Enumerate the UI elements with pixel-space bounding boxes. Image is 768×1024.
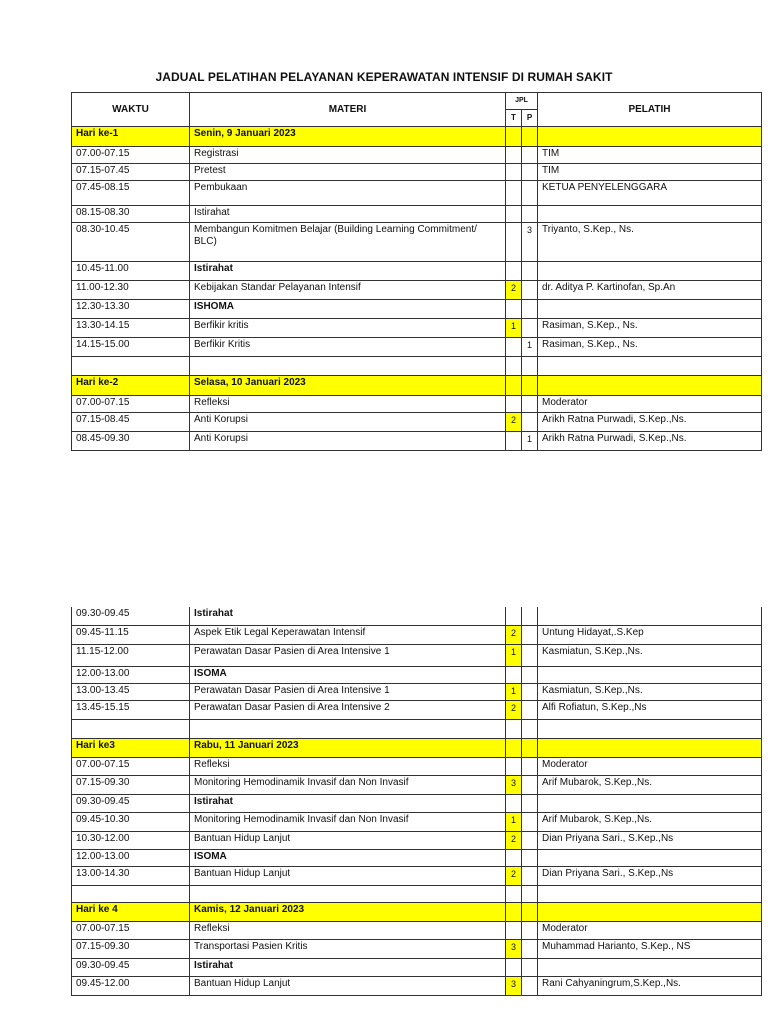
materi-cell: Anti Korupsi bbox=[190, 413, 506, 432]
pelatih-cell: Moderator bbox=[538, 757, 762, 775]
waktu-cell: 07.45-08.15 bbox=[72, 181, 190, 206]
waktu-cell: 08.30-10.45 bbox=[72, 223, 190, 262]
jpl-t-cell: 3 bbox=[506, 976, 522, 995]
pelatih-cell: Arikh Ratna Purwadi, S.Kep.,Ns. bbox=[538, 432, 762, 451]
day-label: Hari ke3 bbox=[72, 738, 190, 757]
pelatih-cell: Untung Hidayat,.S.Kep bbox=[538, 625, 762, 644]
table-row bbox=[72, 921, 762, 939]
jpl-t-cell bbox=[506, 666, 522, 683]
jpl-t-cell bbox=[506, 376, 522, 396]
materi-cell: Membangun Komitmen Belajar (Building Learning Commitment/ BLC) bbox=[190, 223, 506, 262]
pelatih-cell bbox=[538, 719, 762, 738]
day-header-row bbox=[72, 738, 762, 757]
table-row bbox=[72, 223, 762, 262]
jpl-t-cell: 3 bbox=[506, 939, 522, 958]
pelatih-cell bbox=[538, 206, 762, 223]
waktu-cell: 07.00-07.15 bbox=[72, 396, 190, 413]
table-row bbox=[72, 607, 762, 625]
jpl-t-cell bbox=[506, 432, 522, 451]
materi-cell: Refleksi bbox=[190, 757, 506, 775]
materi-cell: Bantuan Hidup Lanjut bbox=[190, 866, 506, 885]
waktu-cell: 14.15-15.00 bbox=[72, 338, 190, 357]
waktu-cell: 07.00-07.15 bbox=[72, 757, 190, 775]
table-row bbox=[72, 319, 762, 338]
day-date: Kamis, 12 Januari 2023 bbox=[190, 902, 506, 921]
waktu-cell: 07.00-07.15 bbox=[72, 147, 190, 164]
document-title: JADUAL PELATIHAN PELAYANAN KEPERAWATAN INTENSIF DI RUMAH SAKIT bbox=[155, 70, 613, 84]
waktu-cell: 09.45-11.15 bbox=[72, 625, 190, 644]
jpl-t-cell: 2 bbox=[506, 413, 522, 432]
day-date: Rabu, 11 Januari 2023 bbox=[190, 738, 506, 757]
table-row bbox=[72, 958, 762, 976]
day-header-row bbox=[72, 127, 762, 147]
materi-cell: Bantuan Hidup Lanjut bbox=[190, 831, 506, 849]
waktu-cell: 09.30-09.45 bbox=[72, 958, 190, 976]
waktu-cell: 07.15-09.30 bbox=[72, 775, 190, 794]
materi-cell: Berfikir Kritis bbox=[190, 338, 506, 357]
table-row bbox=[72, 976, 762, 995]
jpl-t-cell bbox=[506, 738, 522, 757]
jpl-p-cell bbox=[522, 376, 538, 396]
schedule-body-part-1 bbox=[72, 127, 762, 451]
materi-cell: Anti Korupsi bbox=[190, 432, 506, 451]
jpl-t-cell: 1 bbox=[506, 683, 522, 700]
waktu-cell: 13.00-13.45 bbox=[72, 683, 190, 700]
jpl-t-cell bbox=[506, 794, 522, 812]
jpl-p-cell bbox=[522, 902, 538, 921]
spacer-row bbox=[72, 885, 762, 902]
pelatih-cell: TIM bbox=[538, 147, 762, 164]
jpl-p-cell bbox=[522, 831, 538, 849]
jpl-p-cell bbox=[522, 849, 538, 866]
jpl-p-cell bbox=[522, 794, 538, 812]
jpl-t-cell bbox=[506, 757, 522, 775]
materi-cell: Refleksi bbox=[190, 921, 506, 939]
jpl-p-cell bbox=[522, 921, 538, 939]
jpl-t-cell: 2 bbox=[506, 866, 522, 885]
day-date: Senin, 9 Januari 2023 bbox=[190, 127, 506, 147]
jpl-t-cell bbox=[506, 357, 522, 376]
waktu-cell: 11.15-12.00 bbox=[72, 644, 190, 666]
table-row bbox=[72, 300, 762, 319]
table-row bbox=[72, 262, 762, 281]
jpl-p-cell bbox=[522, 181, 538, 206]
jpl-t-cell bbox=[506, 262, 522, 281]
table-row bbox=[72, 206, 762, 223]
materi-cell: ISOMA bbox=[190, 849, 506, 866]
pelatih-cell bbox=[538, 902, 762, 921]
jpl-p-cell bbox=[522, 958, 538, 976]
table-row bbox=[72, 939, 762, 958]
schedule-body-part-2 bbox=[72, 607, 762, 995]
pelatih-cell: Dian Priyana Sari., S.Kep.,Ns bbox=[538, 866, 762, 885]
table-row bbox=[72, 338, 762, 357]
table-row bbox=[72, 757, 762, 775]
jpl-p-cell: 1 bbox=[522, 432, 538, 451]
waktu-cell: 08.45-09.30 bbox=[72, 432, 190, 451]
materi-cell: ISHOMA bbox=[190, 300, 506, 319]
spacer-row bbox=[72, 357, 762, 376]
day-label: Hari ke 4 bbox=[72, 902, 190, 921]
pelatih-cell: Rasiman, S.Kep., Ns. bbox=[538, 319, 762, 338]
jpl-p-cell bbox=[522, 719, 538, 738]
table-row bbox=[72, 666, 762, 683]
jpl-t-cell bbox=[506, 206, 522, 223]
jpl-t-cell bbox=[506, 902, 522, 921]
materi-cell: Bantuan Hidup Lanjut bbox=[190, 976, 506, 995]
jpl-t-cell bbox=[506, 164, 522, 181]
jpl-p-cell bbox=[522, 607, 538, 625]
materi-cell: Transportasi Pasien Kritis bbox=[190, 939, 506, 958]
jpl-t-cell: 1 bbox=[506, 644, 522, 666]
pelatih-cell: Alfi Rofiatun, S.Kep.,Ns bbox=[538, 700, 762, 719]
jpl-t-cell bbox=[506, 223, 522, 262]
waktu-cell: 13.00-14.30 bbox=[72, 866, 190, 885]
materi-cell: Perawatan Dasar Pasien di Area Intensive 1 bbox=[190, 683, 506, 700]
jpl-t-cell: 1 bbox=[506, 812, 522, 831]
waktu-cell: 08.15-08.30 bbox=[72, 206, 190, 223]
pelatih-cell: Rani Cahyaningrum,S.Kep.,Ns. bbox=[538, 976, 762, 995]
materi-cell bbox=[190, 719, 506, 738]
jpl-p-cell bbox=[522, 281, 538, 300]
day-header-row bbox=[72, 376, 762, 396]
jpl-p-cell bbox=[522, 700, 538, 719]
jpl-t-cell bbox=[506, 719, 522, 738]
jpl-t-cell: 2 bbox=[506, 831, 522, 849]
schedule-table-part-1 bbox=[71, 92, 762, 451]
jpl-t-cell: 1 bbox=[506, 319, 522, 338]
spacer-row bbox=[72, 719, 762, 738]
pelatih-cell bbox=[538, 607, 762, 625]
materi-cell: Istirahat bbox=[190, 206, 506, 223]
waktu-cell: 09.30-09.45 bbox=[72, 607, 190, 625]
table-row bbox=[72, 775, 762, 794]
pelatih-cell bbox=[538, 300, 762, 319]
pelatih-cell: Kasmiatun, S.Kep.,Ns. bbox=[538, 683, 762, 700]
jpl-p-cell bbox=[522, 206, 538, 223]
jpl-t-cell bbox=[506, 147, 522, 164]
waktu-cell: 07.00-07.15 bbox=[72, 921, 190, 939]
materi-cell: Istirahat bbox=[190, 794, 506, 812]
materi-cell: Berfikir kritis bbox=[190, 319, 506, 338]
materi-cell bbox=[190, 885, 506, 902]
header-materi: MATERI bbox=[190, 93, 506, 127]
jpl-p-cell bbox=[522, 300, 538, 319]
materi-cell bbox=[190, 357, 506, 376]
waktu-cell bbox=[72, 357, 190, 376]
jpl-t-cell bbox=[506, 181, 522, 206]
table-row bbox=[72, 683, 762, 700]
day-label: Hari ke-1 bbox=[72, 127, 190, 147]
materi-cell: Istirahat bbox=[190, 958, 506, 976]
pelatih-cell bbox=[538, 794, 762, 812]
pelatih-cell: Muhammad Harianto, S.Kep., NS bbox=[538, 939, 762, 958]
jpl-p-cell bbox=[522, 147, 538, 164]
table-row bbox=[72, 831, 762, 849]
pelatih-cell: dr. Aditya P. Kartinofan, Sp.An bbox=[538, 281, 762, 300]
table-row bbox=[72, 625, 762, 644]
pelatih-cell: Arif Mubarok, S.Kep.,Ns. bbox=[538, 812, 762, 831]
jpl-p-cell bbox=[522, 683, 538, 700]
pelatih-cell: Arif Mubarok, S.Kep.,Ns. bbox=[538, 775, 762, 794]
materi-cell: Istirahat bbox=[190, 262, 506, 281]
waktu-cell: 13.30-14.15 bbox=[72, 319, 190, 338]
pelatih-cell: Moderator bbox=[538, 921, 762, 939]
waktu-cell: 10.30-12.00 bbox=[72, 831, 190, 849]
table-row bbox=[72, 432, 762, 451]
waktu-cell: 07.15-09.30 bbox=[72, 939, 190, 958]
waktu-cell: 13.45-15.15 bbox=[72, 700, 190, 719]
header-waktu: WAKTU bbox=[72, 93, 190, 127]
table-row bbox=[72, 794, 762, 812]
pelatih-cell bbox=[538, 262, 762, 281]
jpl-p-cell bbox=[522, 738, 538, 757]
pelatih-cell bbox=[538, 738, 762, 757]
jpl-p-cell bbox=[522, 812, 538, 831]
table-row bbox=[72, 700, 762, 719]
materi-cell: Pretest bbox=[190, 164, 506, 181]
jpl-t-cell: 3 bbox=[506, 775, 522, 794]
jpl-p-cell bbox=[522, 164, 538, 181]
jpl-t-cell bbox=[506, 607, 522, 625]
schedule-table-part-2 bbox=[71, 607, 762, 996]
jpl-t-cell bbox=[506, 396, 522, 413]
materi-cell: Istirahat bbox=[190, 607, 506, 625]
jpl-p-cell bbox=[522, 357, 538, 376]
pelatih-cell bbox=[538, 666, 762, 683]
jpl-t-cell bbox=[506, 849, 522, 866]
pelatih-cell: Rasiman, S.Kep., Ns. bbox=[538, 338, 762, 357]
jpl-p-cell bbox=[522, 413, 538, 432]
materi-cell: Perawatan Dasar Pasien di Area Intensive 2 bbox=[190, 700, 506, 719]
pelatih-cell bbox=[538, 357, 762, 376]
waktu-cell: 07.15-08.45 bbox=[72, 413, 190, 432]
pelatih-cell bbox=[538, 885, 762, 902]
table-row bbox=[72, 164, 762, 181]
jpl-p-cell: 3 bbox=[522, 223, 538, 262]
waktu-cell: 09.45-10.30 bbox=[72, 812, 190, 831]
waktu-cell: 07.15-07.45 bbox=[72, 164, 190, 181]
materi-cell: Refleksi bbox=[190, 396, 506, 413]
waktu-cell bbox=[72, 719, 190, 738]
day-header-row bbox=[72, 902, 762, 921]
table-row bbox=[72, 413, 762, 432]
materi-cell: Aspek Etik Legal Keperawatan Intensif bbox=[190, 625, 506, 644]
pelatih-cell: Kasmiatun, S.Kep.,Ns. bbox=[538, 644, 762, 666]
waktu-cell: 12.00-13.00 bbox=[72, 849, 190, 866]
jpl-p-cell bbox=[522, 666, 538, 683]
jpl-p-cell bbox=[522, 757, 538, 775]
waktu-cell: 11.00-12.30 bbox=[72, 281, 190, 300]
jpl-p-cell bbox=[522, 866, 538, 885]
jpl-t-cell bbox=[506, 921, 522, 939]
materi-cell: Registrasi bbox=[190, 147, 506, 164]
table-row bbox=[72, 181, 762, 206]
jpl-p-cell: 1 bbox=[522, 338, 538, 357]
materi-cell: Perawatan Dasar Pasien di Area Intensive 1 bbox=[190, 644, 506, 666]
table-row bbox=[72, 812, 762, 831]
jpl-t-cell: 2 bbox=[506, 625, 522, 644]
table-row bbox=[72, 396, 762, 413]
table-row bbox=[72, 147, 762, 164]
waktu-cell: 09.30-09.45 bbox=[72, 794, 190, 812]
table-row bbox=[72, 866, 762, 885]
jpl-t-cell: 2 bbox=[506, 281, 522, 300]
header-pelatih: PELATIH bbox=[538, 93, 762, 127]
jpl-t-cell bbox=[506, 958, 522, 976]
jpl-t-cell bbox=[506, 300, 522, 319]
jpl-p-cell bbox=[522, 885, 538, 902]
pelatih-cell bbox=[538, 849, 762, 866]
header-jpl: JPL bbox=[506, 93, 538, 110]
day-date: Selasa, 10 Januari 2023 bbox=[190, 376, 506, 396]
table-row bbox=[72, 644, 762, 666]
waktu-cell: 10.45-11.00 bbox=[72, 262, 190, 281]
jpl-t-cell: 2 bbox=[506, 700, 522, 719]
materi-cell: Pembukaan bbox=[190, 181, 506, 206]
jpl-p-cell bbox=[522, 644, 538, 666]
materi-cell: Monitoring Hemodinamik Invasif dan Non Invasif bbox=[190, 775, 506, 794]
waktu-cell: 12.00-13.00 bbox=[72, 666, 190, 683]
header-t: T bbox=[506, 110, 522, 127]
pelatih-cell: KETUA PENYELENGGARA bbox=[538, 181, 762, 206]
jpl-p-cell bbox=[522, 319, 538, 338]
jpl-p-cell bbox=[522, 939, 538, 958]
jpl-p-cell bbox=[522, 262, 538, 281]
jpl-p-cell bbox=[522, 396, 538, 413]
pelatih-cell: Arikh Ratna Purwadi, S.Kep.,Ns. bbox=[538, 413, 762, 432]
jpl-p-cell bbox=[522, 625, 538, 644]
pelatih-cell bbox=[538, 376, 762, 396]
materi-cell: ISOMA bbox=[190, 666, 506, 683]
pelatih-cell bbox=[538, 958, 762, 976]
jpl-p-cell bbox=[522, 775, 538, 794]
waktu-cell: 12.30-13.30 bbox=[72, 300, 190, 319]
pelatih-cell: Dian Priyana Sari., S.Kep.,Ns bbox=[538, 831, 762, 849]
header-p: P bbox=[522, 110, 538, 127]
jpl-t-cell bbox=[506, 338, 522, 357]
table-row bbox=[72, 281, 762, 300]
jpl-t-cell bbox=[506, 885, 522, 902]
pelatih-cell: Moderator bbox=[538, 396, 762, 413]
jpl-t-cell bbox=[506, 127, 522, 147]
pelatih-cell bbox=[538, 127, 762, 147]
jpl-p-cell bbox=[522, 127, 538, 147]
pelatih-cell: Triyanto, S.Kep., Ns. bbox=[538, 223, 762, 262]
waktu-cell bbox=[72, 885, 190, 902]
pelatih-cell: TIM bbox=[538, 164, 762, 181]
waktu-cell: 09.45-12.00 bbox=[72, 976, 190, 995]
table-row bbox=[72, 849, 762, 866]
day-label: Hari ke-2 bbox=[72, 376, 190, 396]
materi-cell: Monitoring Hemodinamik Invasif dan Non Invasif bbox=[190, 812, 506, 831]
materi-cell: Kebijakan Standar Pelayanan Intensif bbox=[190, 281, 506, 300]
jpl-p-cell bbox=[522, 976, 538, 995]
